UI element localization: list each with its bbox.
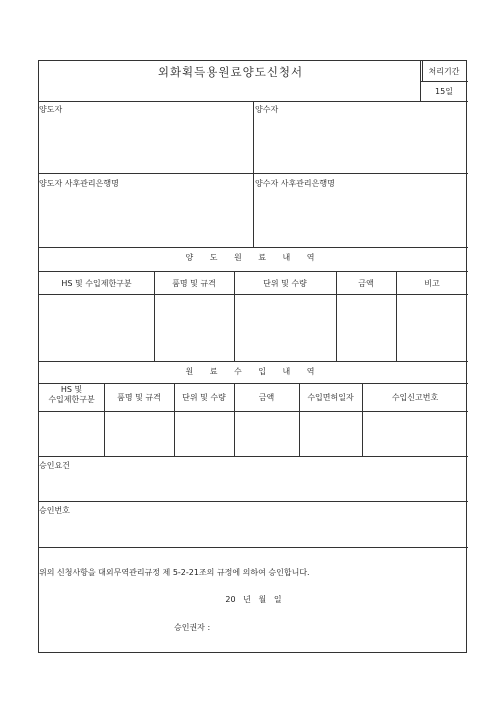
col-hs: HS 및 수입제한구분 — [48, 385, 95, 404]
col-import-license-date: 수입면허일자 — [307, 393, 354, 402]
divider — [420, 81, 468, 82]
col-remarks: 비고 — [424, 279, 440, 288]
col-hs: HS 및 수입제한구분 — [61, 279, 132, 288]
divider — [39, 271, 468, 272]
divider — [253, 101, 254, 247]
approver-label: 승인권자 : — [174, 623, 211, 632]
divider — [39, 361, 468, 362]
divider — [396, 271, 397, 362]
col-item: 품명 및 규격 — [117, 393, 161, 402]
date-line: 20 년 월 일 — [225, 595, 282, 604]
col-import-declaration-no: 수입신고번호 — [391, 393, 439, 402]
col-amount: 금액 — [258, 393, 275, 402]
approval-statement: 위의 신청사항을 대외무역관리규정 제 5-2-21조의 규정에 의하여 승인합니다. — [39, 568, 310, 577]
form-title: 외화획득용원료양도신청서 — [157, 65, 304, 79]
divider — [154, 271, 155, 362]
divider — [39, 501, 468, 502]
divider — [362, 383, 363, 457]
divider — [39, 456, 468, 457]
transferor-bank-label: 양도자 사후관리은행명 — [39, 179, 119, 188]
divider — [39, 294, 468, 295]
approval-condition-label: 승인요건 — [39, 461, 70, 470]
col-item: 품명 및 규격 — [172, 279, 216, 288]
divider — [299, 383, 300, 457]
transferee-label: 양수자 — [255, 105, 279, 114]
col-amount: 금액 — [358, 279, 374, 288]
col-unit-qty: 단위 및 수량 — [182, 393, 226, 402]
transferor-label: 양도자 — [39, 105, 63, 114]
col-unit-qty: 단위 및 수량 — [263, 279, 307, 288]
divider — [234, 383, 235, 457]
divider — [174, 383, 175, 457]
application-form — [38, 60, 467, 653]
import-section-heading: 원 료 수 입 내 역 — [185, 367, 322, 376]
divider — [336, 271, 337, 362]
divider — [39, 173, 468, 174]
divider — [104, 383, 105, 457]
approval-number-label: 승인번호 — [39, 506, 70, 515]
divider — [39, 547, 468, 548]
transfer-section-heading: 양 도 원 료 내 역 — [185, 253, 322, 262]
processing-period-value: 15일 — [435, 87, 453, 96]
transferee-bank-label: 양수자 사후관리은행명 — [255, 179, 335, 188]
divider — [234, 271, 235, 362]
processing-period-label: 처리기간 — [428, 67, 460, 76]
divider — [39, 247, 468, 248]
